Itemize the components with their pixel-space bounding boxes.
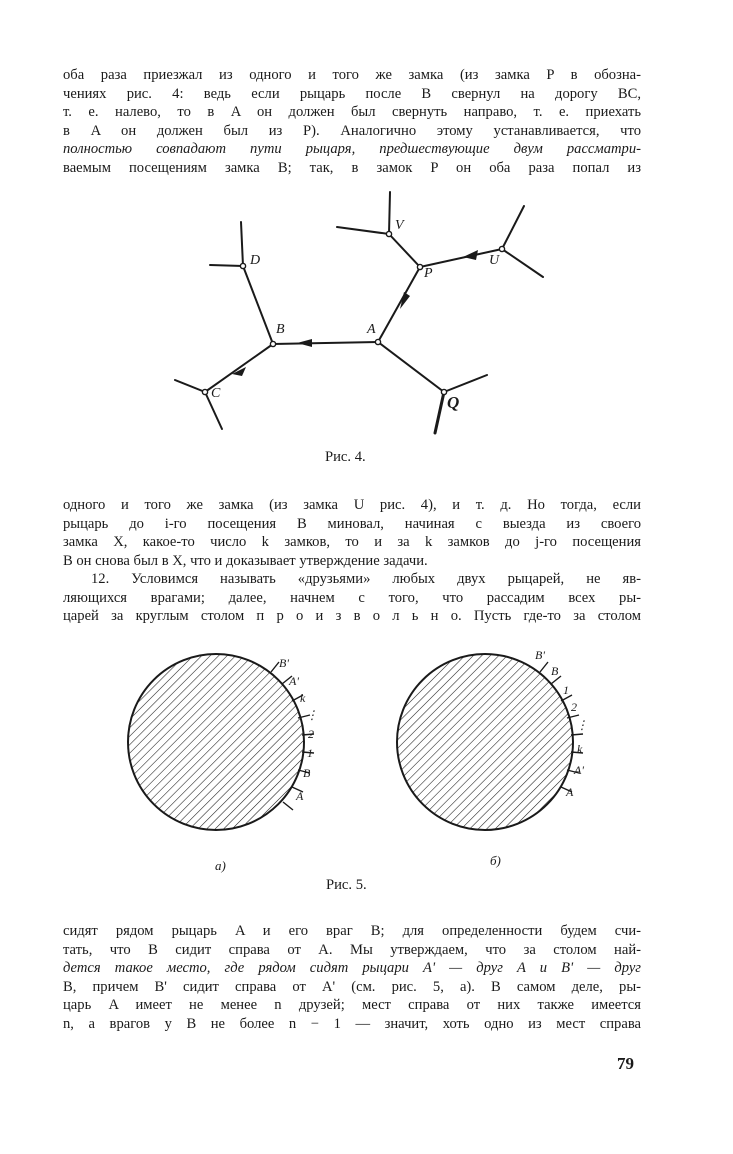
text-line: замка X, какое-то число k замков, то и за k замков до j-го посещения	[63, 534, 641, 551]
text-line: дется такое место, где рядом сидят рыцари A' — друг A и B' — друг	[63, 960, 641, 977]
seat-label: 2	[571, 700, 577, 714]
seat-label: A	[296, 789, 304, 803]
seat-label: k	[300, 691, 306, 705]
figure-5-label-b: б)	[490, 853, 501, 868]
seat-label: 2	[308, 727, 314, 741]
node-label-q: Q	[447, 393, 460, 412]
figure-5-caption: Рис. 5.	[326, 877, 367, 893]
table-circle-a	[128, 654, 304, 830]
seat-label: B	[551, 664, 559, 678]
seat-label: B'	[279, 656, 289, 670]
node-label-a: A	[367, 322, 376, 337]
table-circle-b	[397, 654, 573, 830]
seat-label: A'	[574, 763, 584, 777]
text-line: рыцарь до i-го посещения B миновал, начиная с выезда из своего	[63, 515, 641, 532]
text-line: в A он должен был из P). Аналогично этому устанавливается, что	[63, 122, 641, 139]
text-line: тать, что B сидит справа от A. Мы утверждаем, что за столом най-	[63, 941, 641, 958]
text-line: царь A имеет не менее n друзей; мест справа от них также имеется	[63, 997, 641, 1014]
node-label-b: B	[276, 322, 285, 337]
text-line: одного и того же замка (из замка U рис. 4), и т. д. Но тогда, если	[63, 497, 641, 513]
seat-label: 1	[563, 683, 569, 697]
text-line: 12. Условимся называть «друзьями» любых двух рыцарей, не яв-	[91, 571, 641, 587]
figure-4-caption: Рис. 4.	[325, 449, 366, 465]
paragraph-bottom	[63, 922, 641, 1034]
node-label-p: P	[424, 266, 433, 281]
text-line: ваемым посещениям замка B; так, в замок P он оба раза попал из	[63, 159, 641, 176]
text-line: B, причем B' сидит справа от A' (см. рис. 5, а). В самом деле, ры-	[63, 978, 641, 995]
text-line: n, а врагов у B не более n − 1 — значит, хоть одно из мест справа	[63, 1015, 641, 1032]
seat-label: ⋮	[306, 708, 318, 722]
text-line: царей за круглым столом п р о и з в о л ь н о. Пусть где-то за столом	[63, 608, 641, 625]
text-line: т. е. налево, то в A он должен был свернуть направо, т. е. приехать	[63, 104, 641, 121]
text-line: оба раза приезжал из одного и того же замка (из замка P в обозна-	[63, 67, 641, 83]
seat-label: A'	[289, 674, 299, 688]
text-line: полностью совпадают пути рыцаря, предшествующие двум рассматри-	[63, 141, 641, 158]
text-line: сидят рядом рыцарь A и его враг B; для определенности будем счи-	[63, 923, 641, 939]
seat-label: k	[577, 742, 583, 756]
figure-5-label-a: а)	[215, 858, 226, 873]
seat-label: B	[303, 766, 311, 780]
seat-label: 1	[307, 746, 313, 760]
node-label-u: U	[489, 253, 500, 268]
text-line: ляющихся врагами; далее, начнем с того, что рассадим всех ры-	[63, 589, 641, 606]
node-label-d: D	[250, 253, 261, 268]
seat-label: ⋮	[576, 718, 588, 732]
seat-label: A	[566, 785, 574, 799]
page-number: 79	[617, 1054, 634, 1073]
seat-label: B'	[535, 648, 545, 662]
node-label-v: V	[395, 218, 404, 233]
node-label-c: C	[211, 386, 221, 401]
text-line: чениях рис. 4: ведь если рыцарь после B свернул на дорогу BC,	[63, 85, 641, 102]
text-line: B он снова был в X, что и доказывает утверждение задачи.	[63, 552, 428, 569]
